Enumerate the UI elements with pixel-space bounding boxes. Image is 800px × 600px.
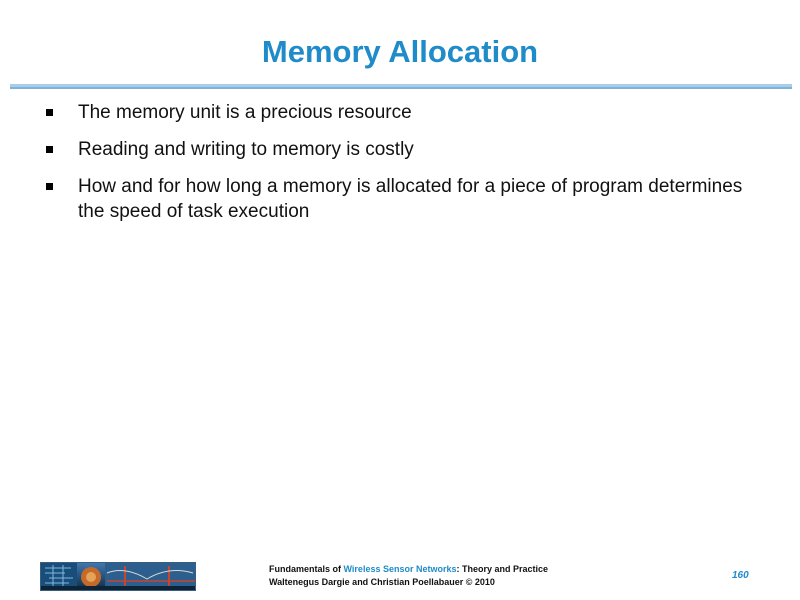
bullet-text: Reading and writing to memory is costly: [78, 139, 414, 160]
title-divider: [10, 84, 792, 87]
footer-banner-image: [40, 562, 196, 591]
square-bullet-icon: [46, 109, 53, 116]
bullet-list: [46, 100, 766, 236]
square-bullet-icon: [46, 146, 53, 153]
slide-title: Memory Allocation: [261, 34, 539, 69]
footer-prefix: Fundamentals of: [269, 564, 344, 574]
footer-authors: Waltenegus Dargie and Christian Poellabauer © 2010: [269, 577, 495, 587]
footer-accent: Wireless Sensor Networks: [343, 564, 457, 574]
bullet-item: [46, 100, 766, 125]
bullet-text: How and for how long a memory is allocated for a piece of program determines the speed of task execution: [78, 176, 743, 222]
bullet-text: The memory unit is a precious resource: [78, 102, 412, 123]
footer-book-line: [269, 563, 548, 576]
page-number: 160: [732, 570, 749, 581]
bullet-item: [46, 137, 766, 162]
footer-suffix: : Theory and Practice: [456, 564, 549, 574]
bullet-item: [46, 174, 766, 224]
circuit-and-bridge-banner-icon: [41, 563, 195, 590]
square-bullet-icon: [46, 183, 53, 190]
footer-citation: [269, 563, 548, 589]
